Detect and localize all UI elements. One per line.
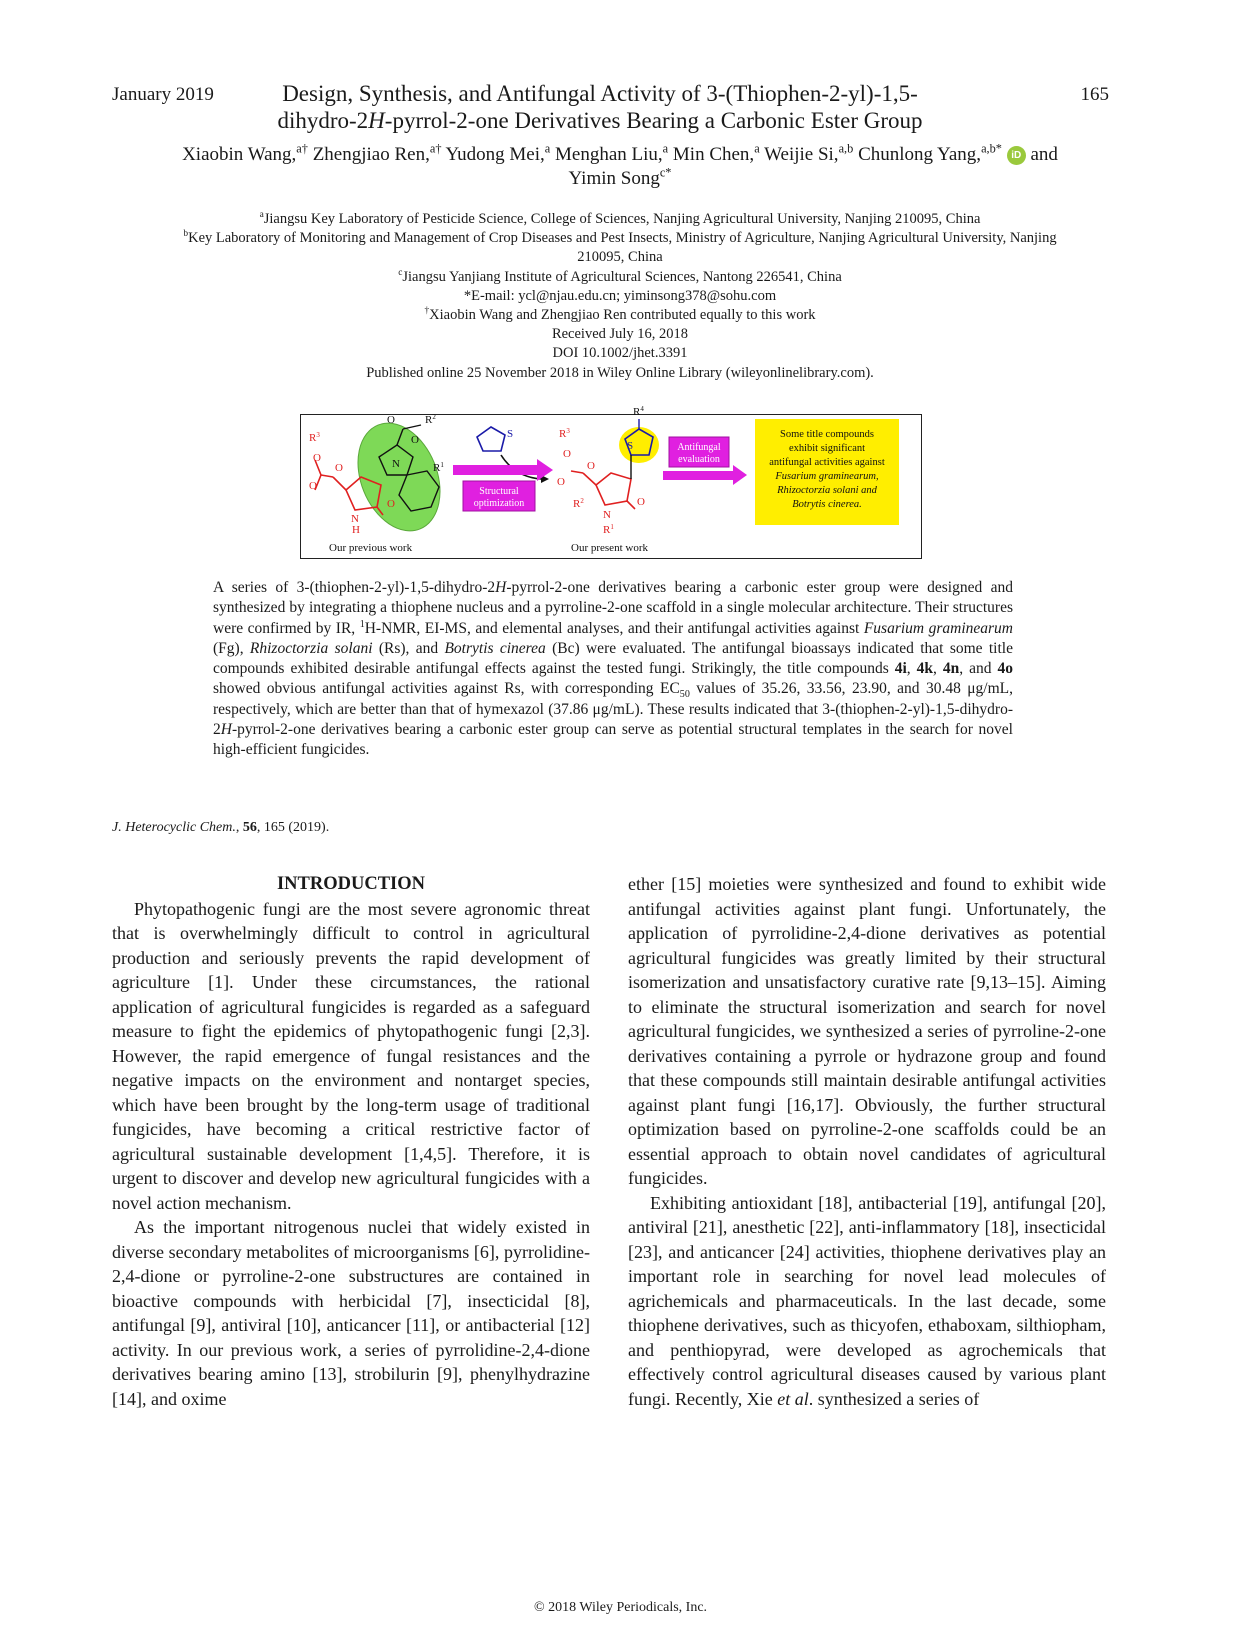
atom-O: O xyxy=(557,476,565,488)
author[interactable]: Xiaobin Wang, xyxy=(182,144,297,165)
arrow-evaluation-head xyxy=(733,465,747,485)
arrow-structural-shaft xyxy=(453,465,537,475)
result-line-3: antifungal activities against xyxy=(769,457,885,468)
author[interactable]: Zhengjiao Ren, xyxy=(312,144,430,165)
atom-R3-prev: $R^3$ xyxy=(309,431,320,444)
equal-contribution xyxy=(180,306,1060,325)
atom-O: O xyxy=(637,496,645,508)
structural-label-1: Structural xyxy=(479,486,519,497)
paragraph: As the important nitrogenous nuclei that widely existed in diverse secondary metabolites of microorganisms [6], pyrrolidine-2,4-dione or pyrroline-2-one substructures are contained in bioactive compounds with herbicidal [7], insecticidal [8], antifungal [9], antiviral [10], anticancer [11], or antibacterial [12] activity. In our previous work, a series of pyrrolidine-2,4-dione derivatives bearing amino [13], strobilurin [9], phenylhydrazine [14], and oxime xyxy=(112,1217,590,1409)
affiliation-b xyxy=(180,229,1060,267)
atom-R3-present: $R^3$ xyxy=(559,427,570,440)
antifungal-label-2: evaluation xyxy=(678,454,720,465)
result-line-1: Some title compounds xyxy=(780,429,874,440)
compound-label: 4n xyxy=(942,660,960,678)
pyrroline-ring-present xyxy=(596,473,631,505)
author[interactable]: Yimin Song xyxy=(568,168,660,189)
abstract-text: values of 35.26, 33.56, 23.90, and 30.48 μg/mL, respectively, which are better than that of hymexazol (37.86 μg/mL). These results indicated that 3-(thiophen-2-yl)-1,5-dihydro-2 xyxy=(213,680,1014,739)
abstract-text: (Fg), xyxy=(213,639,250,657)
bond xyxy=(627,501,635,509)
result-line-6: Botrytis cinerea. xyxy=(792,499,862,510)
affil-sup: c xyxy=(398,267,403,278)
author-sup: a† xyxy=(429,141,442,156)
body-column-left xyxy=(112,872,590,1411)
abstract-text: (Bc) were evaluated. The antifungal bioassays indicated that some title compounds exhibited desirable antifungal effects against the tested fungi. Strikingly, the title compounds xyxy=(213,639,1013,678)
paragraph xyxy=(628,1191,1106,1412)
author[interactable]: Chunlong Yang, xyxy=(858,144,982,165)
affil-text: Jiangsu Key Laboratory of Pesticide Science, College of Sciences, Nanjing Agricultural University, Nanjing 210095, China xyxy=(263,211,981,227)
abstract-text: -pyrrol-2-one derivatives bearing a carbonic ester group were designed and synthesized by integrating a thiophene nucleus and a pyrroline-2-one scaffold in a single molecular architecture. Their structures were confirmed by IR, xyxy=(213,579,1013,637)
atom-R4-present: $R^4$ xyxy=(633,405,644,418)
author[interactable]: Yudong Mei, xyxy=(445,144,545,165)
atom-N-prev: N xyxy=(351,513,359,525)
atom-S-present: S xyxy=(627,440,634,452)
abstract-text: A series of 3-(thiophen-2-yl)-1,5-dihydro-2 xyxy=(213,579,496,596)
abstract-text: showed obvious antifungal activities against Rs, with corresponding EC xyxy=(213,680,680,698)
affil-text: Jiangsu Yanjiang Institute of Agricultural Sciences, Nantong 226541, China xyxy=(402,268,842,285)
doi[interactable]: DOI 10.1002/jhet.3391 xyxy=(552,345,688,362)
thiophene-reagent xyxy=(477,427,505,451)
abstract-italic: H xyxy=(220,721,232,739)
authors-and: and xyxy=(1030,144,1058,165)
title-line-2b: -pyrrol-2-one Derivatives Bearing a Carbonic Ester Group xyxy=(384,108,923,133)
antifungal-label-1: Antifungal xyxy=(677,442,721,453)
author-sup: a,b* xyxy=(981,141,1002,156)
title-italic-h: H xyxy=(368,108,385,133)
author-sup: a† xyxy=(296,141,308,156)
abstract xyxy=(213,578,1013,761)
abstract-text: , xyxy=(933,660,943,678)
affil-text: Key Laboratory of Monitoring and Management of Crop Diseases and Pest Insects, Ministry of Agriculture, Nanjing Agricultural University, Nanjing 210095, China xyxy=(188,230,1057,266)
abstract-italic: Botrytis cinerea xyxy=(444,639,546,657)
received-date: Received July 16, 2018 xyxy=(551,326,689,343)
author-sup: a,b xyxy=(838,141,854,156)
atom-R1-present: $R^1$ xyxy=(603,523,614,536)
atom-N-present: N xyxy=(603,509,611,521)
affiliation-c xyxy=(180,268,1060,287)
atom-O: O xyxy=(335,462,343,474)
journal-citation xyxy=(112,820,329,836)
citation-rest: , 165 (2019). xyxy=(256,820,330,835)
author[interactable]: Min Chen, xyxy=(672,144,755,165)
label-previous-work: Our previous work xyxy=(329,542,413,554)
paragraph: ether [15] moieties were synthesized and found to exhibit wide antifungal activities against plant fungi. Unfortunately, the application of pyrrolidine-2,4-dione derivatives as potential agricultural fungicides was greatly limited by their structural isomerization and unsatisfactory curative rate [9,13–15]. Aiming to eliminate the structural isomerization and search for novel agricultural fungicides, we synthesized a series of pyrroline-2-one derivatives containing a pyrrole or hydrazone group and found that these compounds still maintain desirable antifungal activities against plant fungi [16,17]. Obviously, the further structural optimization based on pyrroline-2-one scaffolds could be an essential approach to obtain novel candidates of agricultural fungicides. xyxy=(628,874,1106,1188)
title-line-1: Design, Synthesis, and Antifungal Activity of 3-(Thiophen-2-yl)-1,5- xyxy=(282,81,918,106)
paragraph-italic: et al xyxy=(777,1388,809,1409)
published-online: Published online 25 November 2018 in Wiley Online Library (wileyonlinelibrary.com). xyxy=(366,364,874,381)
label-present-work: Our present work xyxy=(571,542,648,554)
thiophene-highlight xyxy=(619,427,659,463)
affiliations xyxy=(180,210,1060,383)
bond xyxy=(403,425,421,429)
structural-label-2: optimization xyxy=(473,498,525,509)
abstract-sup: 1 xyxy=(359,618,365,630)
atom-R2-present: $R^2$ xyxy=(573,497,584,510)
compound-label: 4o xyxy=(997,660,1013,678)
page-number: 165 xyxy=(1080,84,1109,105)
arrow-evaluation-shaft xyxy=(663,471,733,480)
bond xyxy=(321,475,333,477)
compound-label: 4i xyxy=(894,660,907,678)
abstract-text: -pyrrol-2-one derivatives bearing a carbonic ester group can serve as potential structural templates in the search for novel high-efficient fungicides. xyxy=(213,721,1013,759)
author[interactable]: Menghan Liu, xyxy=(555,144,663,165)
abstract-italic: Rhizoctorzia solani xyxy=(249,639,373,657)
journal-name: J. Heterocyclic Chem. xyxy=(112,820,236,835)
atom-R1-prev: $R^1$ xyxy=(433,461,444,474)
affil-sup: b xyxy=(183,229,189,240)
article-title xyxy=(230,80,970,134)
author-list xyxy=(100,143,1140,191)
author-sup: a xyxy=(544,141,551,156)
toc-scheme xyxy=(301,405,921,558)
affil-sup: a xyxy=(259,210,264,221)
bond xyxy=(571,471,583,473)
body-column-right xyxy=(628,872,1106,1411)
atom-O: O xyxy=(587,460,595,472)
affiliation-a xyxy=(180,210,1060,229)
corresponding-email[interactable]: *E-mail: ycl@njau.edu.cn; yiminsong378@sohu.com xyxy=(463,287,777,304)
citation-sep: , xyxy=(235,820,243,835)
paragraph: Phytopathogenic fungi are the most severe agronomic threat that is overwhelmingly difficult to control in agricultural production and seriously prevents the rapid development of agriculture [1]. Under these circumstances, the rational application of agricultural fungicides is regarded as a safeguard measure to fight the epidemics of phytopathogenic fungi [2,3]. However, the rapid emergence of fungal resistances and the negative impacts on the environment and nontarget species, which have been brought by the long-term usage of traditional fungicides, have becoming a critical restrictive factor of agricultural sustainable development [1,4,5]. Therefore, it is urgent to discover and develop new agricultural fungicides with a novel action mechanism. xyxy=(112,898,590,1213)
paragraph-text: Exhibiting antioxidant [18], antibacterial [19], antifungal [20], antiviral [21], anesthetic [22], anti-inflammatory [18], insecticidal [23], and anticancer [24] activities, thiophene derivatives play an important role in searching for novel lead molecules of agrichemicals and pharmaceuticals. In the last decade, some thiophene derivatives, such as thicyofen, ethaboxam, silthiopham, and penthiopyrad, were developed as agrochemicals that effectively control agricultural diseases caused by various plant fungi. Recently, Xie xyxy=(628,1192,1106,1409)
copyright-footer: © 2018 Wiley Periodicals, Inc. xyxy=(533,1600,708,1615)
atom-N-pyrrole: N xyxy=(392,458,400,470)
graphical-abstract xyxy=(300,405,922,559)
atom-O: O xyxy=(313,452,321,464)
bond xyxy=(333,477,346,490)
header-date: January 2019 xyxy=(112,84,214,105)
title-line-2a: dihydro-2 xyxy=(277,108,369,133)
result-line-5: Rhizoctorzia solani and xyxy=(777,485,877,496)
compound-label: 4k xyxy=(916,660,934,678)
abstract-text: H-NMR, EI-MS, and elemental analyses, and their antifungal activities against xyxy=(364,619,864,637)
atom-S-reagent: S xyxy=(507,428,514,440)
abstract-italic: H xyxy=(495,579,507,596)
author[interactable]: Weijie Si, xyxy=(764,144,839,165)
abstract-sub: 50 xyxy=(679,689,690,701)
result-line-2: exhibit significant xyxy=(788,443,866,454)
paragraph-text: . synthesized a series of xyxy=(808,1388,980,1409)
abstract-italic: Fusarium graminearum xyxy=(863,619,1013,637)
atom-O: O xyxy=(387,414,395,426)
journal-volume: 56 xyxy=(242,820,257,835)
orcid-icon[interactable]: iD xyxy=(1007,146,1026,165)
abstract-text: (Rs), and xyxy=(372,639,445,657)
atom-H-prev: H xyxy=(352,524,360,536)
dagger-sup: † xyxy=(424,306,430,317)
atom-R2-prev: $R^2$ xyxy=(425,413,436,426)
atom-O: O xyxy=(563,448,571,460)
atom-O: O xyxy=(309,480,317,492)
section-heading-introduction: INTRODUCTION xyxy=(276,874,426,894)
abstract-text: , xyxy=(906,660,917,678)
author-sup: c* xyxy=(659,165,672,180)
atom-O: O xyxy=(411,434,419,446)
bond xyxy=(583,473,596,485)
abstract-text: , and xyxy=(959,660,998,678)
result-line-4: Fusarium graminearum, xyxy=(775,471,879,482)
author-sup: a xyxy=(754,141,760,156)
atom-O: O xyxy=(387,498,395,510)
author-sup: a xyxy=(662,141,669,156)
equal-text: Xiaobin Wang and Zhengjiao Ren contributed equally to this work xyxy=(429,307,816,324)
